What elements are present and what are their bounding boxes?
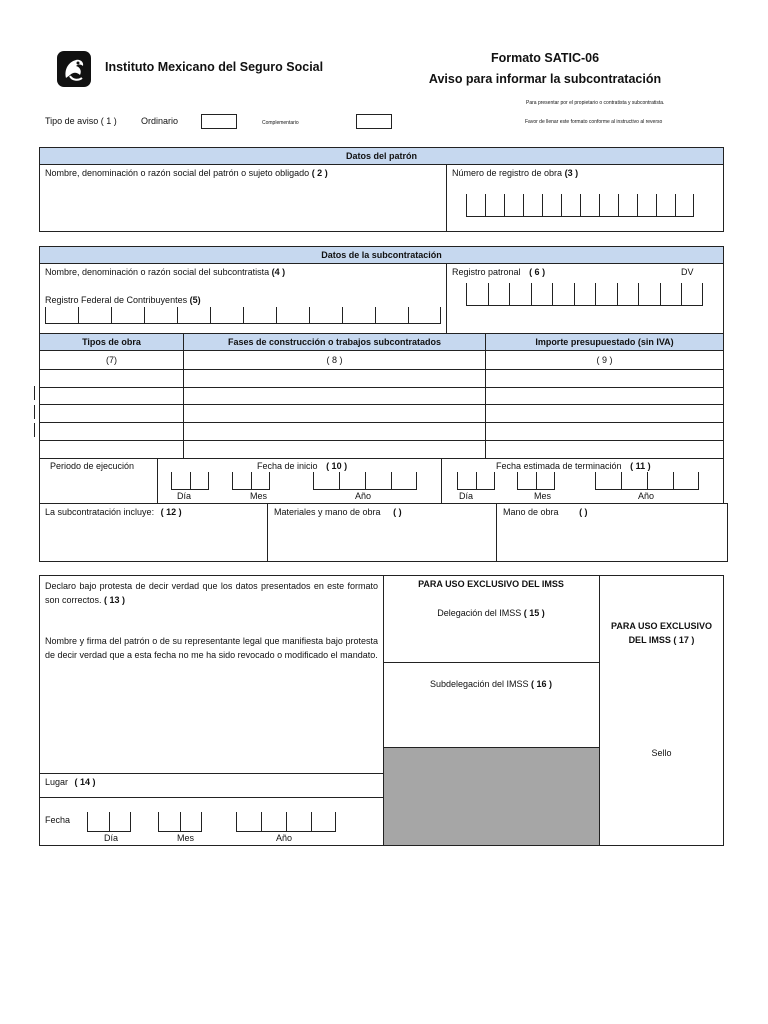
rfc-num: (5) (189, 295, 201, 305)
termino-dia-label: Día (459, 491, 474, 501)
delegacion-num: ( 15 ) (523, 608, 545, 618)
inicio-dia-label: Día (177, 491, 192, 501)
aviso-num: ( 1 ) (100, 116, 117, 126)
obra-label (452, 168, 578, 178)
incluye-num: ( 12 ) (160, 507, 182, 517)
table-row[interactable] (40, 441, 723, 458)
form-note-1: Para presentar por el propietario o contratista y subcontratista. (526, 100, 665, 106)
col-header-tipos: Tipos de obra (39, 333, 184, 351)
col-header-fases: Fases de construcción o trabajos subcontratados (183, 333, 486, 351)
imss-gray-block (384, 748, 599, 845)
form-note-2: Favor de llenar este formato conforme al instructivo al reverso (525, 119, 663, 125)
col-header-importe: Importe presupuestado (sin IVA) (485, 333, 724, 351)
declaracion-num-1: ( 13 ) (104, 595, 126, 605)
col-num-tipos: (7) (106, 355, 117, 365)
fecha-inicio-label (257, 461, 347, 471)
subcontratacion-section-header: Datos de la subcontratación (39, 246, 724, 264)
termino-anio-label: Año (638, 491, 655, 501)
rfc-field[interactable] (45, 307, 441, 324)
subcontratista-name-label (45, 267, 285, 277)
table-row[interactable] (40, 370, 723, 387)
complementario-label: Complementario (262, 120, 299, 126)
registro-patronal-num: ( 6 ) (529, 267, 546, 277)
aviso-label-text: Tipo de aviso (45, 116, 99, 126)
inicio-mes-label: Mes (250, 491, 268, 501)
form-title: Aviso para informar la subcontratación (428, 72, 662, 86)
materiales-option[interactable] (274, 507, 402, 517)
lugar-num: ( 14 ) (74, 777, 96, 787)
patron-name-num: ( 2 ) (311, 168, 328, 178)
fecha-termino-dia-field[interactable] (457, 472, 495, 490)
inicio-anio-label: Año (355, 491, 372, 501)
fecha-mes-field[interactable] (158, 812, 202, 832)
fecha-anio-label: Año (276, 833, 293, 843)
table-row[interactable] (40, 423, 723, 440)
fecha-inicio-anio-field[interactable] (313, 472, 417, 490)
ordinario-label: Ordinario (141, 116, 179, 126)
fecha-inicio-dia-field[interactable] (171, 472, 209, 490)
fecha-inicio-num: ( 10 ) (326, 461, 348, 471)
imss-exclusive-title-2-line1: PARA USO EXCLUSIVO (610, 621, 712, 631)
incluye-label-text: La subcontratación incluye: (45, 507, 155, 517)
aviso-label (45, 116, 117, 126)
subcontratista-name-num: (4 ) (271, 267, 286, 277)
fecha-termino-label (496, 461, 651, 471)
lugar-label-text: Lugar (45, 777, 69, 787)
mano-obra-label: Mano de obra (503, 507, 559, 517)
sello-label: Sello (651, 748, 672, 758)
lugar-label (45, 777, 96, 787)
declaracion-text-1 (45, 579, 378, 607)
patron-name-label (45, 168, 328, 178)
periodo-label: Periodo de ejecución (50, 461, 135, 471)
col-num-fases: ( 8 ) (326, 355, 343, 365)
fecha-label: Fecha (45, 815, 71, 825)
declaracion-text-1-body: Declaro bajo protesta de decir verdad que los datos presentados en este formato son correctos. (45, 581, 378, 605)
termino-mes-label: Mes (534, 491, 552, 501)
ordinario-checkbox[interactable] (201, 114, 237, 129)
imss-exclusive-title: PARA USO EXCLUSIVO DEL IMSS (418, 579, 564, 589)
institution-name: Instituto Mexicano del Seguro Social (105, 60, 324, 74)
materiales-label: Materiales y mano de obra (274, 507, 381, 517)
fecha-inicio-label-text: Fecha de inicio (257, 461, 318, 471)
mano-obra-option[interactable] (503, 507, 588, 517)
registro-patronal-label-text: Registro patronal (452, 267, 521, 277)
col-num-importe: ( 9 ) (596, 355, 613, 365)
complementario-checkbox[interactable] (356, 114, 392, 129)
incluye-label (45, 507, 182, 517)
patron-name-field[interactable] (41, 180, 443, 230)
form-code: Formato SATIC-06 (490, 51, 600, 65)
table-row[interactable] (40, 388, 723, 404)
imss-exclusive-title-2-line2 (599, 633, 724, 647)
fecha-termino-anio-field[interactable] (595, 472, 699, 490)
eagle-logo-icon (56, 50, 92, 88)
obra-num: (3 ) (564, 168, 579, 178)
fecha-termino-num: ( 11 ) (630, 461, 651, 471)
mano-obra-mark[interactable]: ( ) (579, 507, 588, 517)
subdelegacion-label-text: Subdelegación del IMSS (429, 679, 529, 689)
fecha-dia-label: Día (104, 833, 119, 843)
fecha-mes-label: Mes (177, 833, 195, 843)
registro-patronal-field[interactable] (466, 283, 703, 306)
subdelegacion-num: ( 16 ) (531, 679, 553, 689)
rfc-label (45, 295, 201, 305)
subdelegacion-label (383, 679, 599, 689)
fecha-inicio-mes-field[interactable] (232, 472, 270, 490)
patron-section-header: Datos del patrón (39, 147, 724, 165)
imss-exclusive-title-2-num: ( 17 ) (673, 635, 695, 645)
rfc-label-text: Registro Federal de Contribuyentes (45, 295, 188, 305)
fecha-anio-field[interactable] (236, 812, 336, 832)
imss-logo (56, 50, 92, 88)
fecha-termino-mes-field[interactable] (517, 472, 555, 490)
firma-field[interactable] (41, 680, 381, 772)
fecha-dia-field[interactable] (87, 812, 131, 832)
registro-patronal-label (452, 267, 545, 277)
materiales-mark[interactable]: ( ) (393, 507, 402, 517)
obra-number-field[interactable] (466, 194, 694, 217)
imss-exclusive-title-2 (599, 619, 724, 647)
declaracion-text-2: Nombre y firma del patrón o de su representante legal que manifiesta bajo protesta de decir verdad que a esta fecha no me ha sido revocado o modificado el mandato. (45, 636, 378, 660)
imss-exclusive-title-2-text: DEL IMSS (628, 635, 671, 645)
delegacion-label (383, 608, 599, 618)
delegacion-label-text: Delegación del IMSS (437, 608, 522, 618)
fecha-termino-label-text: Fecha estimada de terminación (496, 461, 622, 471)
obra-label-text: Número de registro de obra (452, 168, 563, 178)
table-row[interactable] (40, 405, 723, 422)
patron-name-label-text: Nombre, denominación o razón social del patrón o sujeto obligado (45, 168, 310, 178)
subcontratista-name-label-text: Nombre, denominación o razón social del subcontratista (45, 267, 270, 277)
dv-label: DV (681, 267, 694, 277)
